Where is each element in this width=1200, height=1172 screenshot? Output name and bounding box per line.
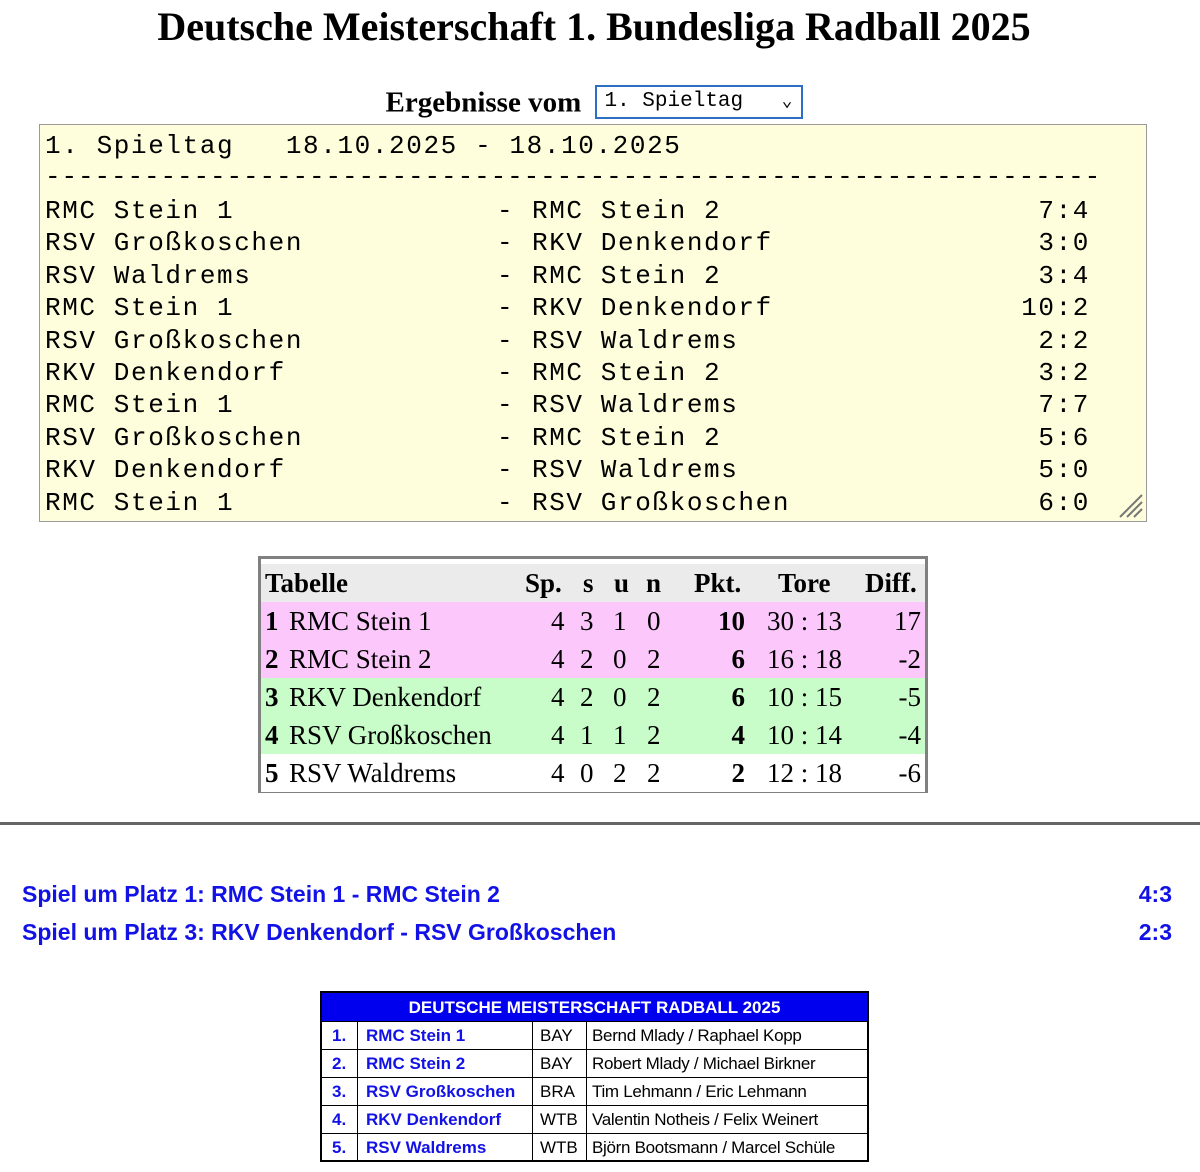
standing-n: 2 [647, 644, 661, 674]
match-separator: - [497, 455, 515, 486]
standing-diff: 17 [894, 606, 921, 636]
match-home-team: RMC Stein 1 [45, 196, 235, 226]
standings-header-row [261, 564, 925, 602]
standing-u: 0 [613, 644, 627, 674]
final-score: 4:3 [1138, 881, 1172, 907]
podium-region: BAY [540, 1026, 573, 1045]
podium-region: BRA [540, 1082, 575, 1101]
match-home-team: RSV Großkoschen [45, 228, 304, 259]
col-diff-header: Diff. [865, 568, 917, 598]
match-away-team: RSV Waldrems [532, 455, 739, 486]
standing-sp: 4 [551, 644, 565, 674]
match-separator: - [497, 390, 515, 421]
match-separator: - [497, 358, 515, 388]
podium-title: DEUTSCHE MEISTERSCHAFT RADBALL 2025 [322, 993, 867, 1021]
podium-team-link[interactable]: RMC Stein 1 [366, 1026, 466, 1045]
standing-u: 0 [613, 682, 627, 712]
col-pkt-header: Pkt. [694, 568, 742, 598]
standings-row [261, 678, 925, 716]
standing-tore: 16 : 18 [767, 644, 843, 674]
match-separator: - [497, 325, 515, 356]
podium-place: 2. [332, 1054, 347, 1073]
match-row [40, 389, 1146, 421]
podium-team-link[interactable]: RMC Stein 2 [366, 1054, 466, 1073]
standing-s: 3 [580, 606, 594, 636]
podium-col-divider [586, 1021, 587, 1160]
standing-s: 0 [580, 758, 594, 788]
podium-players: Robert Mlady / Michael Birkner [592, 1054, 816, 1073]
col-u-header: u [614, 568, 630, 598]
standing-rank: 3 [265, 682, 279, 712]
match-separator: - [497, 228, 515, 259]
col-team-header: Tabelle [265, 568, 349, 598]
standing-s: 2 [580, 682, 594, 712]
match-row [40, 422, 1146, 454]
standing-rank: 5 [265, 758, 279, 788]
match-score: 3:4 [1038, 260, 1090, 291]
final-label: Spiel um Platz 1: RMC Stein 1 - RMC Stein 2 [22, 881, 500, 907]
standings-row [261, 716, 925, 754]
match-separator: - [497, 196, 515, 226]
round-selector-row [0, 82, 1188, 120]
standing-sp: 4 [551, 758, 565, 788]
match-score: 10:2 [1021, 293, 1090, 324]
match-row [40, 454, 1146, 486]
podium-region: BAY [540, 1054, 573, 1073]
standing-tore: 30 : 13 [767, 606, 843, 636]
results-separator: ---------------------------------------------------------------- [45, 162, 1102, 192]
standing-sp: 4 [551, 606, 565, 636]
podium-place: 1. [332, 1026, 347, 1045]
podium-region: WTB [540, 1138, 578, 1157]
standing-rank: 2 [265, 644, 279, 674]
page-title: Deutsche Meisterschaft 1. Bundesliga Radball 2025 [157, 4, 1031, 49]
podium-team-link[interactable]: RSV Großkoschen [366, 1082, 516, 1101]
resize-handle-icon[interactable] [1114, 489, 1144, 519]
standing-pkt: 6 [731, 682, 745, 712]
match-score: 2:2 [1038, 325, 1090, 356]
standing-pkt: 6 [731, 644, 745, 674]
match-away-team: RMC Stein 2 [532, 422, 722, 453]
podium-players: Björn Bootsmann / Marcel Schüle [592, 1138, 835, 1157]
standing-tore: 10 : 15 [767, 682, 843, 712]
standing-diff: -6 [898, 758, 921, 788]
standing-team: RMC Stein 1 [289, 606, 432, 636]
match-away-team: RKV Denkendorf [532, 293, 773, 324]
standing-u: 1 [613, 720, 627, 750]
match-row [40, 227, 1146, 259]
standing-diff: -5 [898, 682, 921, 712]
match-score: 7:4 [1038, 196, 1090, 226]
standing-u: 1 [613, 606, 627, 636]
match-home-team: RKV Denkendorf [45, 455, 286, 486]
standings-row [261, 602, 925, 640]
match-away-team: RSV Waldrems [532, 390, 739, 421]
standing-sp: 4 [551, 720, 565, 750]
round-select[interactable] [595, 85, 803, 119]
col-sp-header: Sp. [525, 568, 562, 598]
match-row [40, 325, 1146, 357]
match-row [40, 487, 1146, 519]
podium-col-divider [532, 1021, 533, 1160]
standing-rank: 4 [265, 720, 279, 750]
final-place-3 [22, 916, 1172, 948]
standing-n: 0 [647, 606, 661, 636]
match-away-team: RMC Stein 2 [532, 358, 722, 388]
match-separator: - [497, 260, 515, 291]
match-separator: - [497, 293, 515, 324]
match-score: 7:7 [1038, 390, 1090, 421]
standing-pkt: 10 [718, 606, 745, 636]
match-away-team: RSV Waldrems [532, 325, 739, 356]
podium-team-link[interactable]: RSV Waldrems [366, 1138, 487, 1157]
match-away-team: RMC Stein 2 [532, 260, 722, 291]
standing-tore: 10 : 14 [767, 720, 843, 750]
podium-place: 5. [332, 1138, 347, 1157]
podium-place: 4. [332, 1110, 347, 1129]
section-divider [0, 822, 1200, 825]
col-s-header: s [583, 568, 594, 598]
match-home-team: RSV Waldrems [45, 260, 252, 291]
match-home-team: RKV Denkendorf [45, 358, 286, 388]
results-header: 1. Spieltag 18.10.2025 - 18.10.2025 [45, 131, 682, 161]
match-score: 3:2 [1038, 358, 1090, 388]
standing-n: 2 [647, 720, 661, 750]
standing-n: 2 [647, 758, 661, 788]
match-home-team: RSV Großkoschen [45, 422, 304, 453]
match-home-team: RSV Großkoschen [45, 325, 304, 356]
podium-row [322, 1049, 867, 1078]
match-score: 3:0 [1038, 228, 1090, 259]
final-place-1 [22, 878, 1172, 910]
podium-region: WTB [540, 1110, 578, 1129]
match-row [40, 195, 1146, 227]
podium-row [322, 1077, 867, 1106]
standing-pkt: 4 [731, 720, 745, 750]
podium-place: 3. [332, 1082, 347, 1101]
podium-team-link[interactable]: RKV Denkendorf [366, 1110, 502, 1129]
standing-s: 1 [580, 720, 594, 750]
podium-row [322, 1021, 867, 1050]
col-tore-header: Tore [778, 568, 831, 598]
standing-pkt: 2 [731, 758, 745, 788]
match-score: 5:0 [1038, 455, 1090, 486]
standing-sp: 4 [551, 682, 565, 712]
podium-players: Tim Lehmann / Eric Lehmann [592, 1082, 807, 1101]
match-home-team: RMC Stein 1 [45, 390, 235, 421]
match-home-team: RMC Stein 1 [45, 487, 235, 518]
standing-diff: -2 [898, 644, 921, 674]
match-row [40, 357, 1146, 389]
round-selector-label: Ergebnisse vom [385, 86, 582, 119]
match-away-team: RKV Denkendorf [532, 228, 773, 259]
standing-rank: 1 [265, 606, 279, 636]
podium-table [320, 991, 869, 1162]
round-select-value: 1. Spieltag [604, 90, 744, 114]
standing-s: 2 [580, 644, 594, 674]
final-label: Spiel um Platz 3: RKV Denkendorf - RSV Großkoschen [22, 919, 617, 945]
match-score: 6:0 [1038, 487, 1090, 518]
standings-row [261, 640, 925, 678]
match-row [40, 260, 1146, 292]
standing-team: RSV Großkoschen [289, 720, 492, 750]
podium-players: Valentin Notheis / Felix Weinert [592, 1110, 818, 1129]
standing-tore: 12 : 18 [767, 758, 843, 788]
standing-team: RKV Denkendorf [289, 682, 482, 712]
match-row [40, 292, 1146, 324]
match-home-team: RMC Stein 1 [45, 293, 235, 324]
podium-col-divider [357, 1021, 358, 1160]
match-away-team: RMC Stein 2 [532, 196, 722, 226]
podium-row [322, 1133, 867, 1162]
col-n-header: n [646, 568, 662, 598]
podium-row [322, 1105, 867, 1134]
standings-row [261, 754, 925, 792]
standing-u: 2 [613, 758, 627, 788]
match-separator: - [497, 487, 515, 518]
match-away-team: RSV Großkoschen [532, 487, 791, 518]
final-score: 2:3 [1138, 919, 1172, 945]
results-textarea[interactable] [39, 124, 1147, 522]
standing-team: RSV Waldrems [289, 758, 457, 788]
standings-table [258, 556, 928, 793]
chevron-down-icon: ⌄ [781, 92, 793, 113]
standing-diff: -4 [898, 720, 921, 750]
match-separator: - [497, 422, 515, 453]
match-score: 5:6 [1038, 422, 1090, 453]
podium-players: Bernd Mlady / Raphael Kopp [592, 1026, 802, 1045]
standing-n: 2 [647, 682, 661, 712]
standing-team: RMC Stein 2 [289, 644, 432, 674]
